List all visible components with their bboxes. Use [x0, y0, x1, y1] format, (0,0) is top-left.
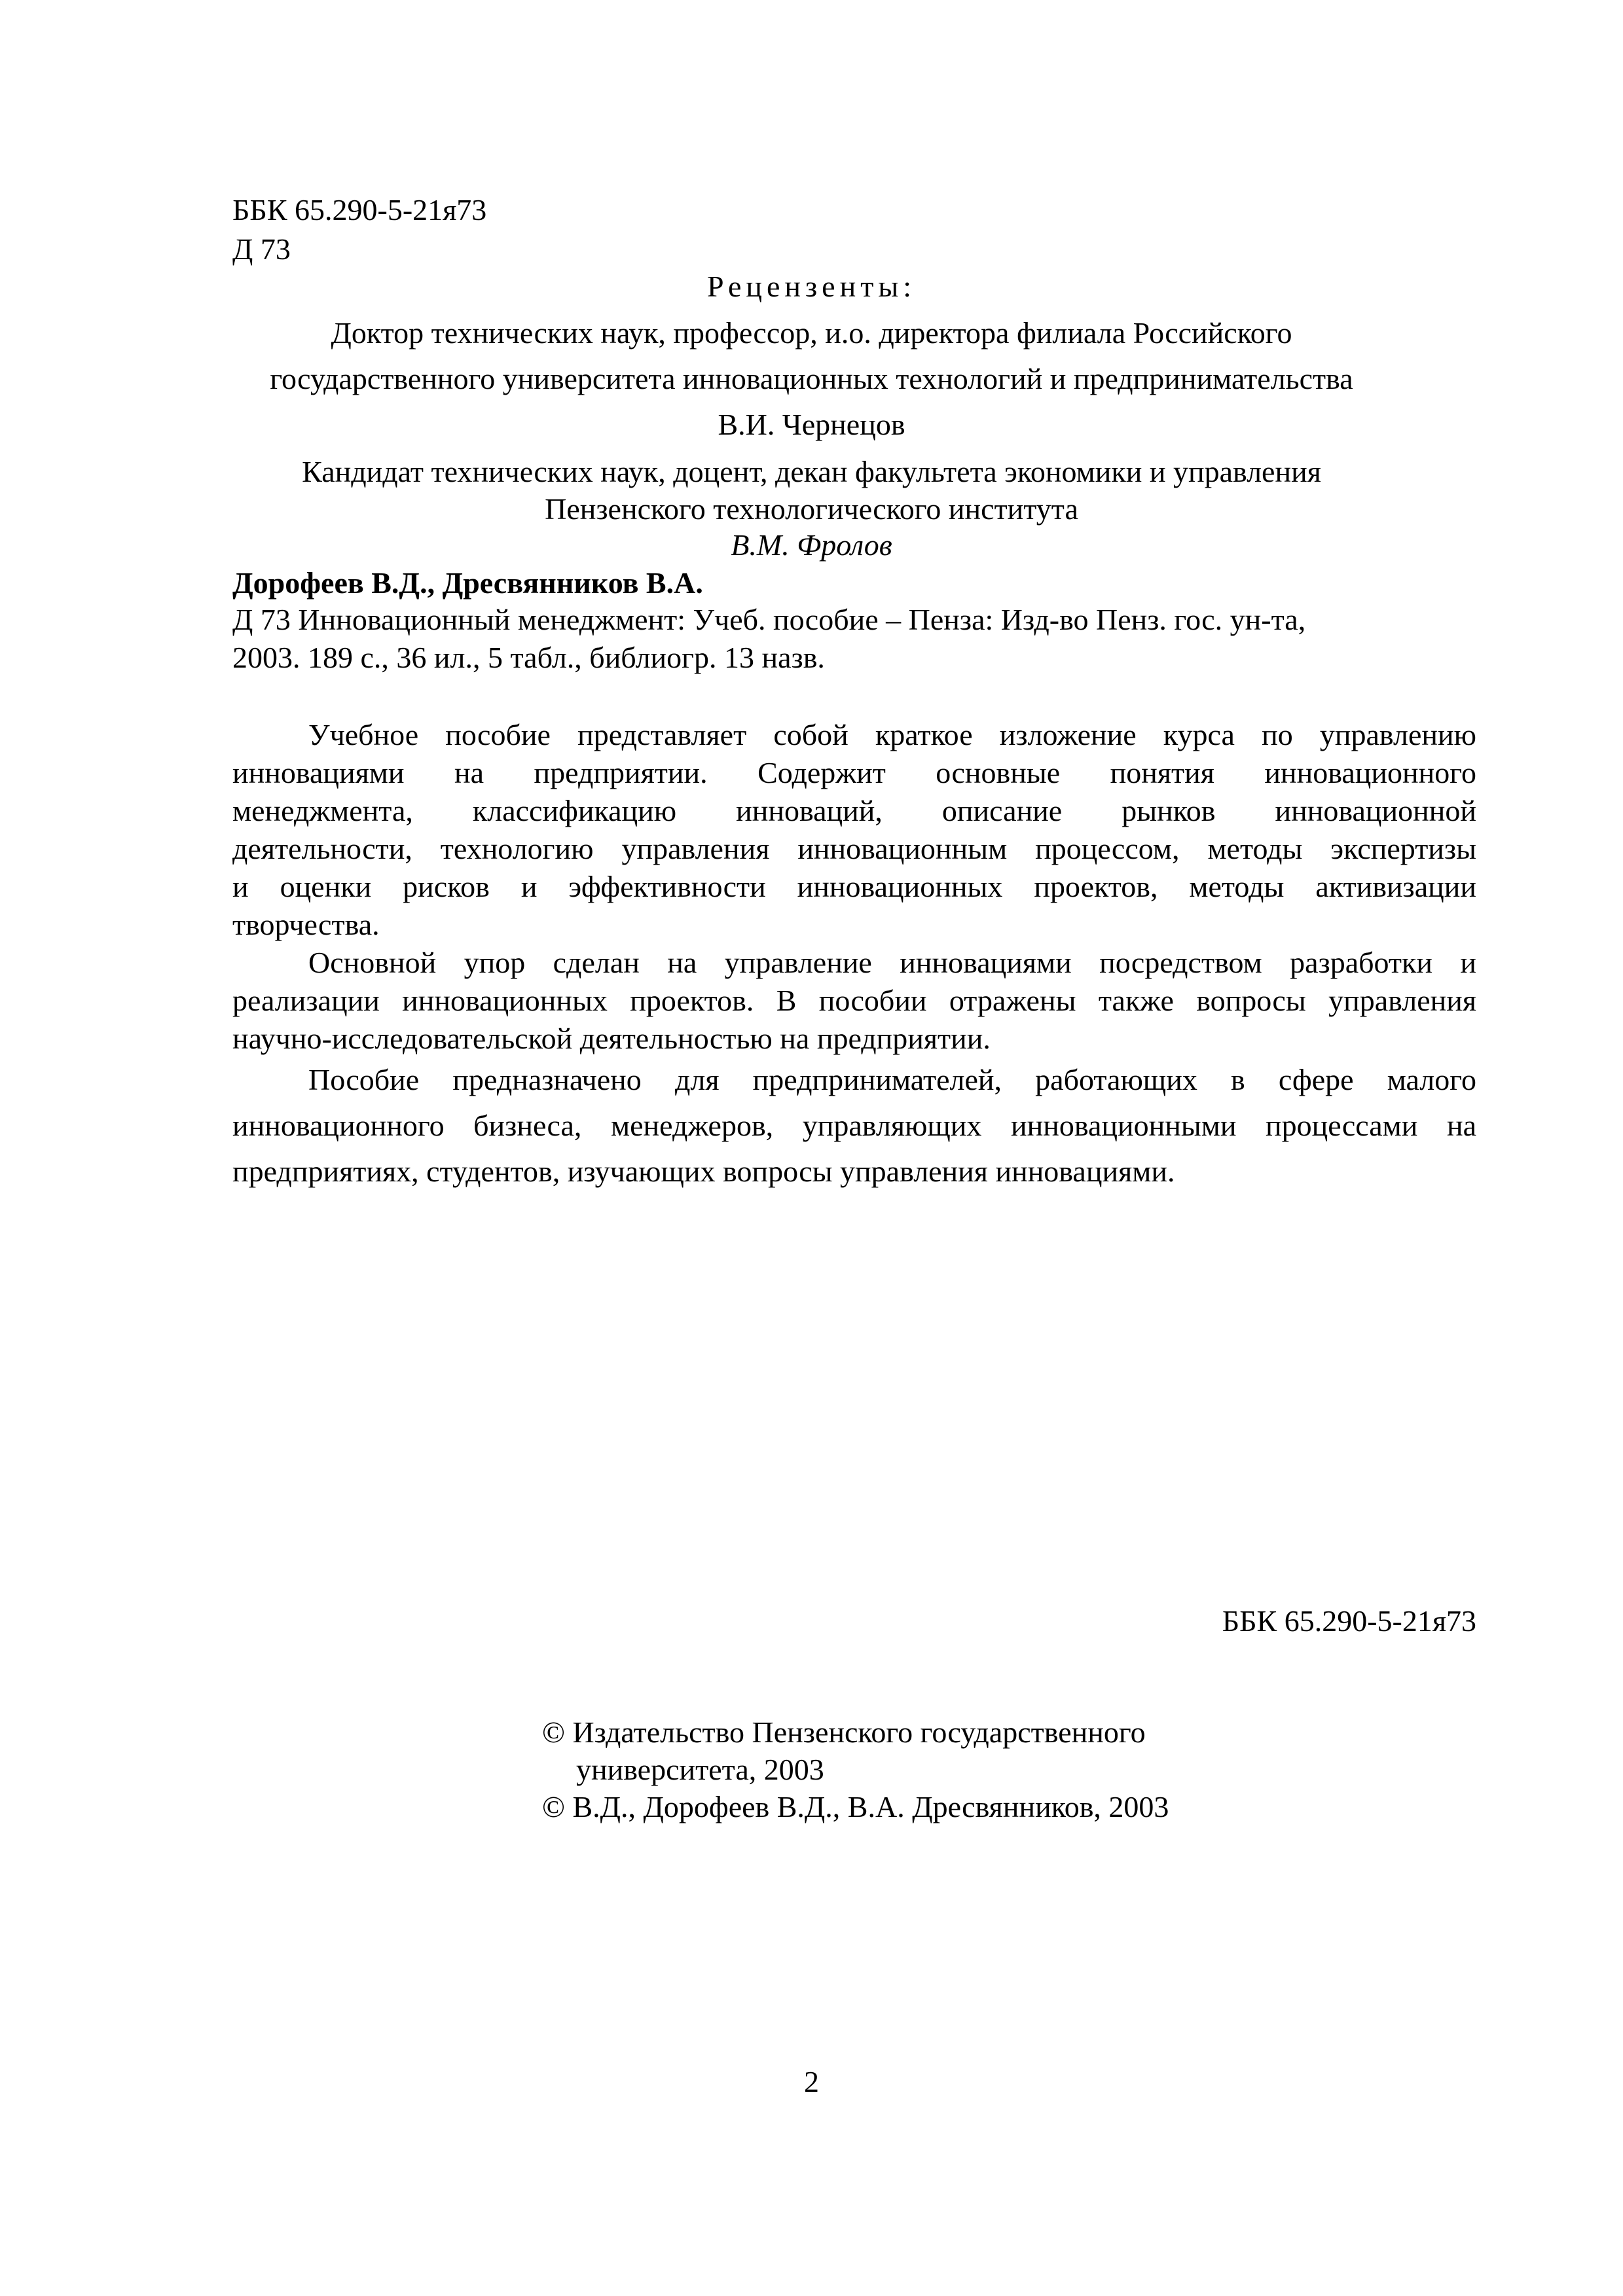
- copyright-line-2: университета, 2003: [576, 1753, 824, 1786]
- reviewer-1-line-1: Доктор технических наук, профессор, и.о. директора филиала Российского: [331, 316, 1292, 350]
- reviewer-2-name: В.М. Фролов: [731, 528, 892, 562]
- annotation-p3-line: инновационного бизнеса, менеджеров, управляющих инновационными процессами на: [232, 1109, 1476, 1142]
- annotation-p1-line: инновациями на предприятии. Содержит основные понятия инновационного: [232, 756, 1476, 789]
- bbk-index: ББК 65.290-5-21я73: [232, 193, 487, 226]
- annotation-p1-line: менеджмента, классификацию инноваций, описание рынков инновационной: [232, 794, 1476, 827]
- author-code: Д 73: [232, 232, 291, 266]
- page-number: 2: [804, 2065, 819, 2098]
- annotation-p2-line: реализации инновационных проектов. В пособии отражены также вопросы управления: [232, 984, 1476, 1017]
- annotation-p2-line: Основной упор сделан на управление инновациями посредством разработки и: [308, 946, 1476, 979]
- reviewer-1-name: В.И. Чернецов: [718, 408, 905, 441]
- copyright-line-1: © Издательство Пензенского государственного: [542, 1715, 1146, 1749]
- annotation-p1-line: и оценки рисков и эффективности инновационных проектов, методы активизации: [232, 870, 1476, 903]
- annotation-p1-line: Учебное пособие представляет собой краткое изложение курса по управлению: [308, 718, 1476, 751]
- reviewer-1-line-2: государственного университета инновационных технологий и предпринимательства: [270, 362, 1353, 395]
- authors: Дорофеев В.Д., Дресвянников В.А.: [232, 566, 703, 600]
- bibliographic-line-2: 2003. 189 с., 36 ил., 5 табл., библиогр. 13 назв.: [232, 641, 825, 674]
- annotation-p1-line: творчества.: [232, 908, 380, 941]
- annotation-p2-line: научно-исследовательской деятельностью на предприятии.: [232, 1022, 991, 1055]
- annotation-p1-line: деятельности, технологию управления инновационным процессом, методы экспертизы: [232, 832, 1476, 865]
- footer-bbk-index: ББК 65.290-5-21я73: [1222, 1604, 1476, 1638]
- bibliographic-line-1: Д 73 Инновационный менеджмент: Учеб. пособие – Пенза: Изд-во Пенз. гос. ун-та,: [232, 603, 1306, 636]
- reviewers-heading: Рецензенты:: [706, 270, 917, 303]
- annotation-paragraph-2: [232, 944, 1476, 1058]
- annotation-p3-line: предприятиях, студентов, изучающих вопросы управления инновациями.: [232, 1155, 1175, 1188]
- reviewer-2-line-2: Пензенского технологического института: [545, 492, 1078, 526]
- copyright-line-3: © В.Д., Дорофеев В.Д., В.А. Дресвянников, 2003: [542, 1790, 1169, 1823]
- annotation-p3-line: Пособие предназначено для предпринимателей, работающих в сфере малого: [308, 1063, 1476, 1096]
- annotation-paragraph-1: [232, 716, 1476, 944]
- reviewer-2-line-1: Кандидат технических наук, доцент, декан факультета экономики и управления: [302, 455, 1321, 488]
- annotation-paragraph-3: [232, 1057, 1476, 1194]
